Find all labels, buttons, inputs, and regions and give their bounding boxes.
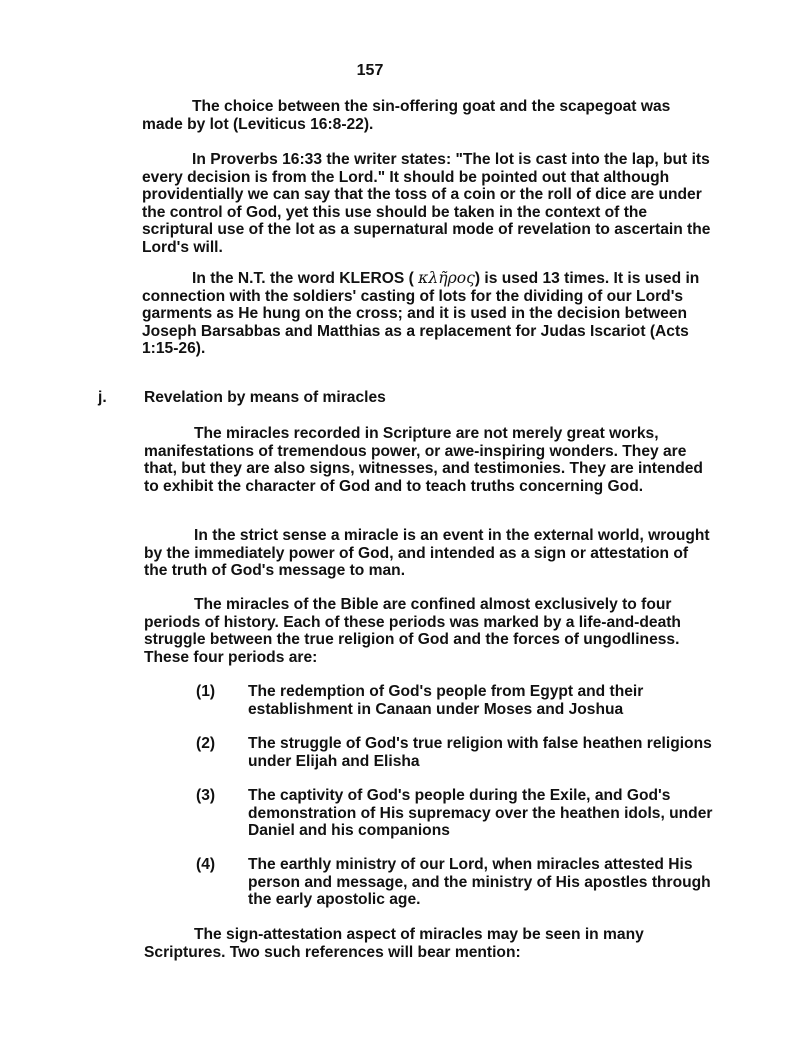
kleros-intro: In the N.T. the word KLEROS ( bbox=[192, 270, 414, 287]
paragraph-text: The miracles of the Bible are confined almost exclusively to four periods of history. Each of these periods was marked by a life-and-death struggle between the true religion of God and the forces of ungodliness. These four periods are: bbox=[144, 596, 681, 666]
list-number: (3) bbox=[196, 787, 216, 804]
greek-word: κλῆρος bbox=[418, 269, 475, 287]
section-letter: j. bbox=[98, 389, 107, 406]
paragraph-kleros bbox=[142, 270, 712, 358]
paragraph-miracles-intro bbox=[144, 425, 714, 495]
page-number: 157 bbox=[356, 62, 384, 79]
kleros-rest: ) is used 13 times. It is used in connection with the soldiers' casting of lots for the dividing of our Lord's garments as He hung on the cross; and it is used in the decision between Joseph Barsabbas and Matthias as a replacement for Judas Iscariot (Acts 1:15-26). bbox=[142, 270, 700, 358]
paragraph-text: In Proverbs 16:33 the writer states: "The lot is cast into the lap, but its every decision is from the Lord." It should be pointed out that although providentially we can say that the toss of a coin or the roll of dice are under the control of God, yet this use should be taken in the context of the scriptural use of the lot as a supernatural mode of revelation to ascertain the Lord's will. bbox=[142, 151, 711, 256]
list-text: The redemption of God's people from Egypt and their establishment in Canaan under Moses and Joshua bbox=[248, 683, 644, 718]
paragraph-scapegoat bbox=[142, 98, 712, 133]
section-title: Revelation by means of miracles bbox=[144, 389, 386, 406]
list-text: The earthly ministry of our Lord, when miracles attested His person and message, and the ministry of His apostles through the early apostolic age. bbox=[248, 856, 711, 909]
paragraph-text: In the strict sense a miracle is an event in the external world, wrought by the immediately power of God, and intended as a sign or attestation of the truth of God's message to man. bbox=[144, 527, 710, 580]
paragraph-four-periods bbox=[144, 596, 714, 666]
paragraph-sign-attestation bbox=[144, 926, 714, 961]
list-number: (2) bbox=[196, 735, 216, 752]
list-number: (1) bbox=[196, 683, 216, 700]
paragraph-text: The sign-attestation aspect of miracles may be seen in many Scriptures. Two such references will bear mention: bbox=[144, 926, 644, 961]
paragraph-text bbox=[142, 270, 712, 358]
list-number: (4) bbox=[196, 856, 216, 873]
paragraph-text: The choice between the sin-offering goat and the scapegoat was made by lot (Leviticus 16:8-22). bbox=[142, 98, 671, 133]
list-text: The struggle of God's true religion with false heathen religions under Elijah and Elisha bbox=[248, 735, 712, 770]
paragraph-proverbs bbox=[142, 151, 712, 257]
paragraph-miracle-definition bbox=[144, 527, 714, 580]
paragraph-text: The miracles recorded in Scripture are not merely great works, manifestations of tremendous power, or awe-inspiring wonders. They are that, but they are also signs, witnesses, and testimonies. They are intended to exhibit the character of God and to teach truths concerning God. bbox=[144, 425, 703, 495]
list-text: The captivity of God's people during the Exile, and God's demonstration of His supremacy over the heathen idols, under Daniel and his companions bbox=[248, 787, 713, 840]
